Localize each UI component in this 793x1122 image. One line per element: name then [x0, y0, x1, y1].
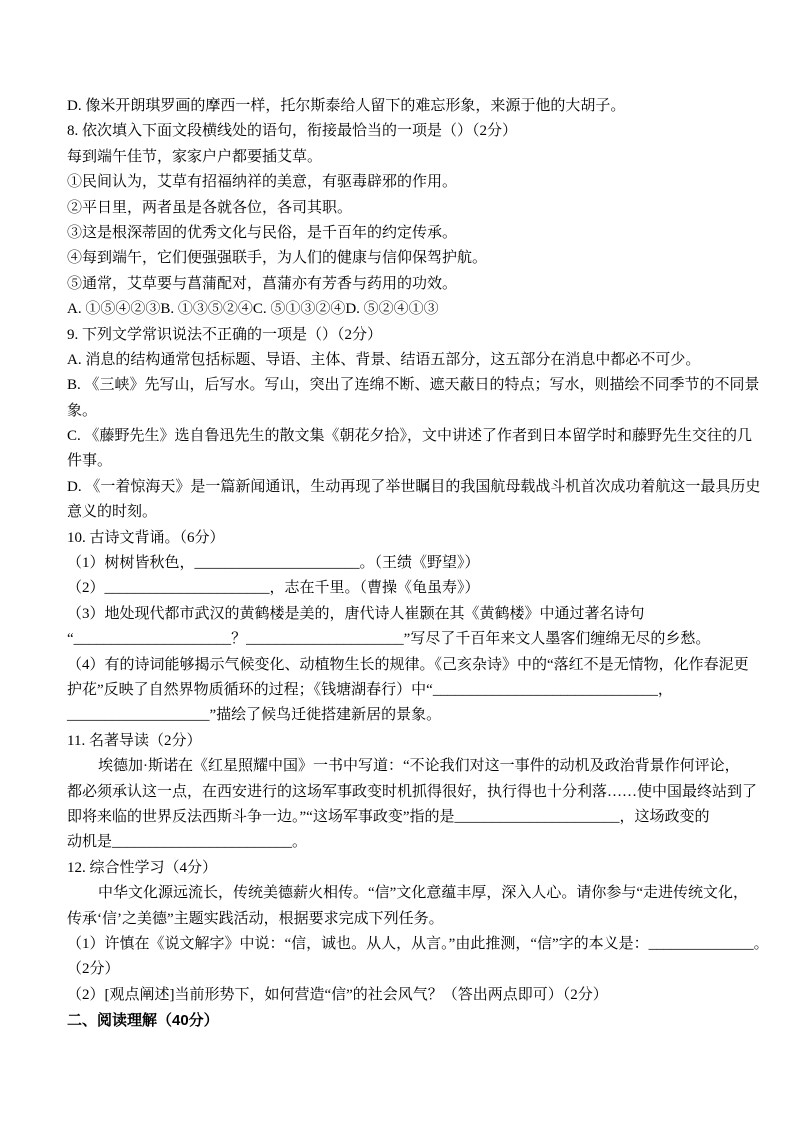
text-line: ④每到端午，它们便强强联手，为人们的健康与信仰保驾护航。	[67, 250, 488, 267]
question-11	[67, 729, 758, 856]
question-7-option-d	[67, 94, 733, 119]
question-10	[67, 526, 749, 729]
text-line: （2）______________________，志在千里。（曹操《龟虽寿》）	[67, 580, 480, 597]
text-line: ②平日里，两者虽是各就各位，各司其职。	[67, 199, 353, 216]
text-line: （2分）	[67, 961, 120, 978]
question-12	[67, 856, 769, 1008]
text-line: 动机是________________________。	[67, 834, 308, 851]
text-line: ⑤通常，艾草要与菖蒲配对，菖蒲亦有芳香与药用的功效。	[67, 275, 458, 292]
text-line: 中华文化源远流长，传统美德薪火相传。“信”文化意蕴丰厚，深入人心。请你参与“走进传统文化，	[98, 885, 748, 902]
text-line: 二、阅读理解（40分）	[67, 1012, 219, 1030]
text-line: ___________________”描绘了候鸟迁徙搭建新居的景象。	[67, 707, 442, 724]
text-line: ③这是根深蒂固的优秀文化与民俗，是千百年的约定传承。	[67, 224, 458, 241]
text-line: C. 《藤野先生》选自鲁迅先生的散文集《朝花夕拾》，文中讲述了作者到日本留学时和藤野先生交往的几	[67, 428, 753, 445]
text-line: 12. 综合性学习（4分）	[67, 859, 218, 876]
text-line: 件事。	[67, 453, 113, 470]
text-line: 意义的时刻。	[67, 504, 158, 521]
text-line: D. 《一着惊海天》是一篇新闻通讯，生动再现了举世瞩目的我国航母载战斗机首次成功着航这一最具历史	[67, 478, 761, 495]
text-line: “_____________________？_____________________”写尽了千百年来文人墨客们缠绵无尽的乡愁。	[67, 631, 711, 648]
text-line: A. ①⑤④②③B. ①③⑤②④C. ⑤①③②④D. ⑤②④①③	[67, 301, 439, 318]
text-line: （4）有的诗词能够揭示气候变化、动植物生长的规律。《己亥杂诗》中的“落红不是无情物，化作春泥更	[67, 656, 749, 673]
text-line: （3）地处现代都市武汉的黄鹤楼是美的，唐代诗人崔颢在其《黄鹤楼》中通过著名诗句	[67, 605, 645, 622]
document-content	[67, 94, 769, 1033]
text-line: A. 消息的结构通常包括标题、导语、主体、背景、结语五部分，这五部分在消息中都必不可少。	[67, 351, 701, 368]
text-line: ①民间认为，艾草有招福纳祥的美意，有驱毒辟邪的作用。	[67, 174, 458, 191]
text-line: 11. 名著导读（2分）	[67, 732, 202, 749]
question-8	[67, 119, 733, 322]
text-line: 护花”反映了自然界物质循环的过程；《钱塘湖春行）中“______________________________，	[67, 681, 673, 698]
text-line: 8. 依次填入下面文段横线处的语句，衔接最恰当的一项是（）（2分）	[67, 123, 518, 140]
text-line: 9. 下列文学常识说法不正确的一项是（）（2分）	[67, 326, 383, 343]
text-line: 10. 古诗文背诵。（6分）	[67, 529, 225, 546]
text-line: （1）许慎在《说文解字》中说：“信，诚也。从人，从言。”由此推测，“信”字的本义是：______________。	[67, 935, 769, 952]
text-line: B. 《三峡》先写山，后写水。写山，突出了连绵不断、遮天蔽日的特点；写水，则描绘不同季节的不同景	[67, 377, 760, 394]
text-line: D. 像米开朗琪罗画的摩西一样，托尔斯泰给人留下的难忘形象，来源于他的大胡子。	[67, 98, 626, 114]
text-line: 即将来临的世界反法西斯斗争一边。”“这场军事政变”指的是______________________，这场政变的	[67, 808, 710, 825]
text-line: 埃德加·斯诺在《红星照耀中国》一书中写道：“不论我们对这一事件的动机及政治背景作何评论，	[98, 758, 740, 775]
question-9	[67, 323, 761, 526]
text-line: 传承‘信’之美德”主题实践活动，根据要求完成下列任务。	[67, 910, 444, 927]
text-line: （1）树树皆秋色，______________________。（王绩《野望》）	[67, 555, 480, 572]
text-line: 每到端午佳节，家家户户都要插艾草。	[67, 148, 323, 165]
text-line: 都必须承认这一点，在西安进行的这场军事政变时机抓得很好，执行得也十分利落……使中国最终站到了	[67, 783, 758, 800]
section-heading-reading	[67, 1008, 733, 1033]
text-line: （2）[观点阐述]当前形势下，如何营造“信”的社会风气？（答出两点即可）（2分）	[67, 986, 608, 1003]
text-line: 象。	[67, 402, 98, 419]
